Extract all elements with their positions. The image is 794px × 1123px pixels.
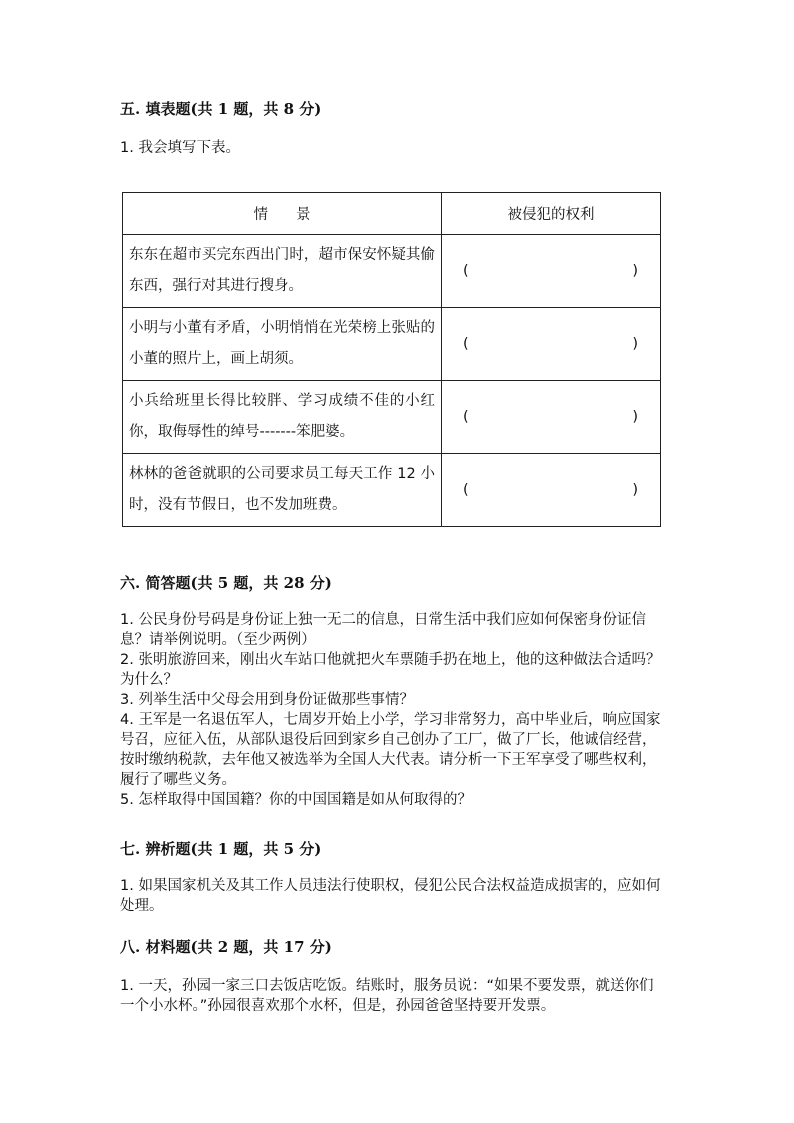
table-row bbox=[123, 454, 661, 527]
scene-header bbox=[123, 193, 442, 235]
answer-cell[interactable] bbox=[442, 454, 661, 527]
close-paren: ) bbox=[632, 263, 638, 279]
section-6-title: 六. 简答题(共 5 题，共 28 分) bbox=[120, 574, 332, 592]
open-paren: ( bbox=[463, 263, 469, 279]
section-6-questions bbox=[120, 610, 665, 810]
answer-cell[interactable] bbox=[442, 381, 661, 454]
open-paren: ( bbox=[463, 482, 469, 498]
close-paren: ) bbox=[632, 409, 638, 425]
section-8-question-1: 1. 一天，孙园一家三口去饭店吃饭。结账时，服务员说：“如果不要发票，就送你们一个小水杯。”孙园很喜欢那个水杯，但是，孙园爸爸坚持要开发票。 bbox=[120, 978, 654, 1014]
scene-cell: 林林的爸爸就职的公司要求员工每天工作 12 小时，没有节假日，也不发加班费。 bbox=[123, 454, 442, 527]
scene-cell: 小明与小董有矛盾，小明悄悄在光荣榜上张贴的小董的照片上，画上胡须。 bbox=[123, 308, 442, 381]
section-6-question-2: 2. 张明旅游回来，刚出火车站口他就把火车票随手扔在地上，他的这种做法合适吗？为什么？ bbox=[120, 652, 661, 688]
scene-header-char-1: 情 bbox=[253, 207, 268, 223]
section-7-title: 七. 辨析题(共 1 题，共 5 分) bbox=[120, 840, 322, 858]
open-paren: ( bbox=[463, 409, 469, 425]
answer-cell[interactable] bbox=[442, 308, 661, 381]
section-5-question-1: 1. 我会填写下表。 bbox=[120, 140, 240, 156]
table-row bbox=[123, 235, 661, 308]
open-paren: ( bbox=[463, 336, 469, 352]
rights-table bbox=[122, 192, 661, 527]
section-6-question-5: 5. 怎样取得中国国籍？你的中国国籍是如从何取得的？ bbox=[120, 792, 472, 808]
section-7-question-1: 1. 如果国家机关及其工作人员违法行使职权，侵犯公民合法权益造成损害的，应如何处理。 bbox=[120, 878, 661, 914]
answer-cell[interactable] bbox=[442, 235, 661, 308]
scene-cell: 小兵给班里长得比较胖、学习成绩不佳的小红你，取侮辱性的绰号-------笨肥婆。 bbox=[123, 381, 442, 454]
section-6-question-4: 4. 王军是一名退伍军人，七周岁开始上小学，学习非常努力，高中毕业后，响应国家号召，应征入伍，从部队退役后回到家乡自己创办了工厂，做了厂长，他诚信经营，按时缴纳税款，去年他又被选举为全国人大代表。请分析一下王军享受了哪些权利，履行了哪些义务。 bbox=[120, 712, 661, 788]
section-8-title: 八. 材料题(共 2 题，共 17 分) bbox=[120, 938, 332, 956]
rights-table-header bbox=[123, 193, 661, 235]
section-6-question-3: 3. 列举生活中父母会用到身份证做那些事情？ bbox=[120, 692, 414, 708]
scene-header-char-2: 景 bbox=[296, 207, 311, 223]
close-paren: ) bbox=[632, 336, 638, 352]
section-5-title: 五. 填表题(共 1 题，共 8 分) bbox=[120, 100, 322, 118]
close-paren: ) bbox=[632, 482, 638, 498]
table-row bbox=[123, 381, 661, 454]
section-6-question-1: 1. 公民身份号码是身份证上独一无二的信息，日常生活中我们应如何保密身份证信息？请举例说明。（至少两例） bbox=[120, 612, 646, 648]
scene-cell: 东东在超市买完东西出门时，超市保安怀疑其偷东西，强行对其进行搜身。 bbox=[123, 235, 442, 308]
right-header: 被侵犯的权利 bbox=[442, 193, 661, 235]
table-row bbox=[123, 308, 661, 381]
